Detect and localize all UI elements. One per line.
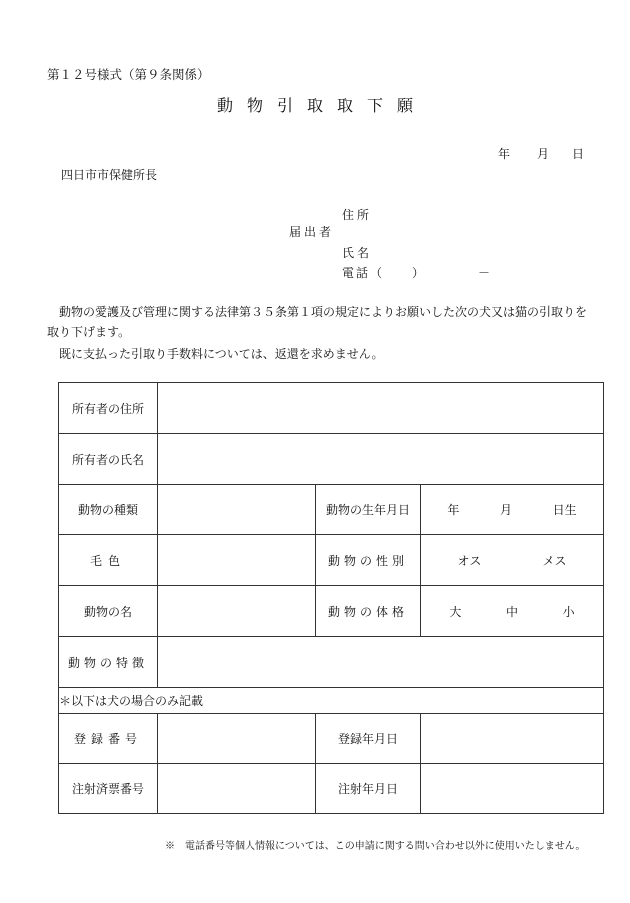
birth-day-unit: 日生: [552, 503, 577, 517]
table-row: [59, 637, 604, 688]
birth-month-unit: 月: [500, 503, 513, 517]
animal-name-label: 動物の名: [59, 586, 158, 637]
owner-name-label: 所有者の氏名: [59, 434, 158, 485]
registration-number-field[interactable]: [158, 714, 316, 764]
table-row: [59, 434, 604, 485]
coat-color-label: 毛色: [59, 535, 158, 586]
sex-option-male[interactable]: オス: [457, 553, 482, 568]
registration-date-label: 登録年月日: [316, 714, 421, 764]
animal-type-field[interactable]: [158, 485, 316, 535]
animal-info-table: [58, 382, 604, 814]
date-year-label: 年: [498, 147, 511, 161]
vaccination-date-label: 注射年月日: [316, 764, 421, 814]
size-option-small[interactable]: 小: [562, 604, 575, 619]
applicant-address-label: 住所: [342, 208, 373, 222]
table-row: [59, 714, 604, 764]
features-label: 動物の特徴: [59, 637, 158, 688]
table-row: [59, 764, 604, 814]
privacy-footnote: ※ 電話番号等個人情報については、この申請に関する問い合わせ以外に使用いたしません。: [165, 841, 586, 852]
sex-option-female[interactable]: メス: [542, 553, 567, 568]
sex-label: 動物の性別: [316, 535, 421, 586]
birth-date-label: 動物の生年月日: [316, 485, 421, 535]
size-option-large[interactable]: 大: [449, 604, 462, 619]
table-row: [59, 586, 604, 637]
vaccination-ticket-number-label: 注射済票番号: [59, 764, 158, 814]
vaccination-ticket-number-field[interactable]: [158, 764, 316, 814]
owner-address-label: 所有者の住所: [59, 383, 158, 434]
body-paragraph-1: 動物の愛護及び管理に関する法律第３５条第１項の規定によりお願いした次の犬又は猫の引取りを取り下げます。: [47, 305, 588, 339]
size-field[interactable]: [421, 586, 604, 637]
form-number: 第１２号様式（第９条関係）: [47, 67, 210, 82]
table-row: [59, 535, 604, 586]
applicant-name-label: 氏名: [342, 246, 373, 260]
birth-year-unit: 年: [447, 503, 460, 517]
size-label: 動物の体格: [316, 586, 421, 637]
registration-date-field[interactable]: [421, 714, 604, 764]
animal-type-label: 動物の種類: [59, 485, 158, 535]
animal-name-field[interactable]: [158, 586, 316, 637]
body-paragraph-2: 既に支払った引取り手数料については、返還を求めません。: [59, 347, 384, 361]
coat-color-field[interactable]: [158, 535, 316, 586]
phone-separator: －: [478, 266, 491, 280]
table-row: [59, 485, 604, 535]
owner-address-field[interactable]: [158, 383, 604, 434]
form-title: 動物引取取下願: [216, 96, 427, 115]
birth-date-field[interactable]: [421, 485, 604, 535]
addressee: 四日市市保健所長: [61, 168, 158, 182]
registration-number-label: 登録番号: [59, 714, 158, 764]
features-field[interactable]: [158, 637, 604, 688]
owner-name-field[interactable]: [158, 434, 604, 485]
applicant-label: 届出者: [289, 225, 335, 239]
date-day-label: 日: [572, 147, 585, 161]
sex-field[interactable]: [421, 535, 604, 586]
dog-only-note: ＊以下は犬の場合のみ記載: [59, 688, 604, 714]
size-option-medium[interactable]: 中: [506, 604, 519, 619]
applicant-phone-label: 電話（ ）: [342, 266, 427, 280]
table-row: [59, 688, 604, 714]
vaccination-date-field[interactable]: [421, 764, 604, 814]
table-row: [59, 383, 604, 434]
date-month-label: 月: [537, 147, 550, 161]
